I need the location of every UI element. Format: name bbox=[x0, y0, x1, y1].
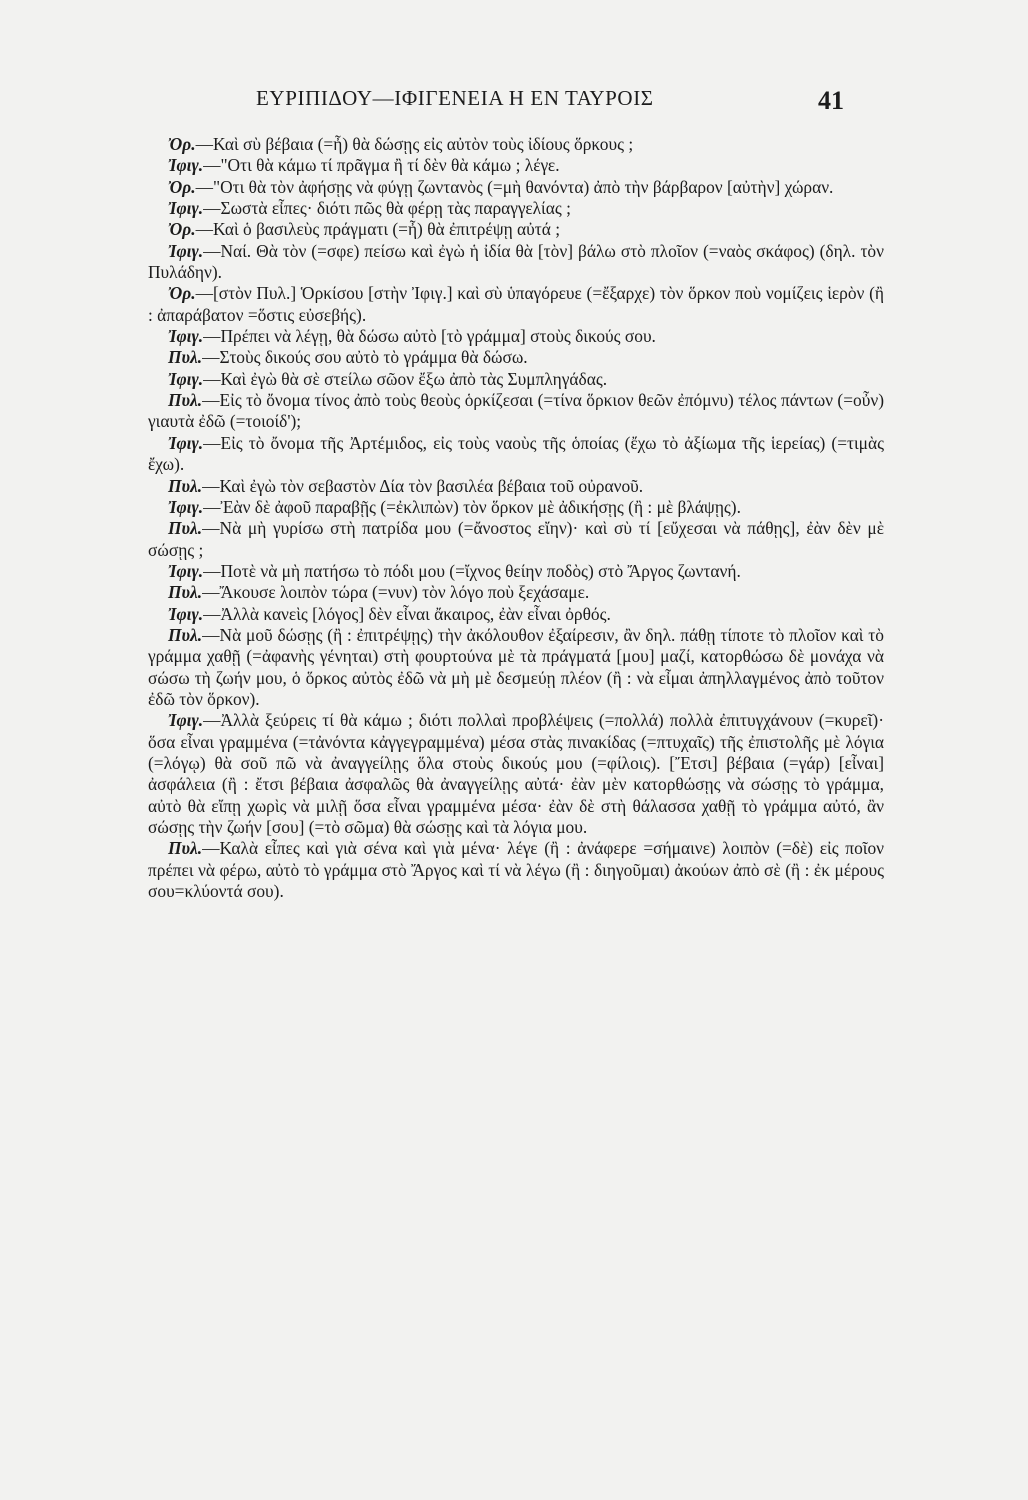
dialogue-line bbox=[148, 838, 884, 902]
line-text: —"Οτι θὰ τὸν ἀφήσῃς νὰ φύγῃ ζωντανὸς (=μὴ θανόντα) ἀπὸ τὴν βάρβαρον [αὐτὴν] χώραν. bbox=[195, 176, 834, 197]
dialogue-line bbox=[148, 177, 884, 198]
speaker-label: Πυλ. bbox=[168, 390, 203, 411]
line-text: —Ἀλλὰ ξεύρεις τί θὰ κάμω ; διότι πολλαὶ προβλέψεις (=πολλά) πολλὰ ἐπιτυγχάνουν (=κυρεῖ)· ὅσα εἶναι γραμμένα (=τἀνόντα κἀγγεγραμμένα) μέσα στὰς πινακίδας (=πτυχαῖς) τῆς ἐπιστολῆς μὲ λόγια (=λόγῳ) θὰ σοῦ πῶ νὰ ἀναγγείλῃς ὅλα στοὺς δικούς μου (=φίλοις). [Ἔτσι] βέβαια (=γάρ) [εἶναι] ἀσφάλεια (ἢ : ἔτσι βέβαια ἀσφαλῶς θὰ ἀναγγείλῃς αὐτά· ἐὰν μὲν κατορθώσῃς νὰ σώσῃς τὸ γράμμα, αὐτὸ θὰ εἴπῃ χωρὶς νὰ μιλῇ ὅσα εἶναι γραμμένα μέσα· ἐὰν δὲ στὴ θάλασσα χαθῇ τὸ γράμμα αὐτό, ἂν σώσῃς τὴν ζωήν [σου] (=τὸ σῶμα) θὰ σώσῃς καὶ τὰ λόγια μου. bbox=[148, 710, 884, 837]
speaker-label: Πυλ. bbox=[168, 582, 203, 603]
dialogue-line bbox=[148, 134, 884, 155]
dialogue-line bbox=[148, 561, 884, 582]
dialogue-line bbox=[148, 326, 884, 347]
dialogue-line bbox=[148, 241, 884, 284]
line-text: —Ἐὰν δὲ ἀφοῦ παραβῇς (=ἐκλιπὼν) τὸν ὅρκον μὲ ἀδικήσῃς (ἢ : μὲ βλάψῃς). bbox=[203, 496, 741, 517]
line-text: —Καὶ ὁ βασιλεὺς πράγματι (=ἦ) θὰ ἐπιτρέψῃ αὐτά ; bbox=[195, 219, 561, 240]
running-title: ΕΥΡΙΠΙΔΟΥ—ΙΦΙΓΕΝΕΙΑ Η ΕΝ ΤΑΥΡΟΙΣ bbox=[256, 86, 654, 110]
dialogue-line bbox=[148, 390, 884, 433]
dialogue-line bbox=[148, 497, 884, 518]
speaker-label: Ἰφιγ. bbox=[168, 326, 204, 347]
line-text: —Ναί. Θὰ τὸν (=σφε) πείσω καὶ ἐγὼ ἡ ἰδία θὰ [τὸν] βάλω στὸ πλοῖον (=ναὸς σκάφος) (δηλ. τὸν Πυλάδην). bbox=[148, 240, 884, 283]
dialogue-line bbox=[148, 710, 884, 838]
line-text: —Πρέπει νὰ λέγῃ, θὰ δώσω αὐτὸ [τὸ γράμμα] στοὺς δικούς σου. bbox=[203, 326, 656, 347]
page-number: 41 bbox=[818, 86, 844, 115]
line-text: —"Οτι θὰ κάμω τί πρᾶγμα ἢ τί δὲν θὰ κάμω ; λέγε. bbox=[203, 155, 560, 176]
line-text: —Εἰς τὸ ὄνομα τῆς Ἀρτέμιδος, εἰς τοὺς ναοὺς τῆς ὁποίας (ἔχω τὸ ἀξίωμα τῆς ἱερείας) (=τιμὰς ἔχω). bbox=[148, 432, 884, 475]
speaker-label: Ὀρ. bbox=[168, 219, 196, 240]
line-text: —Καὶ ἐγὼ τὸν σεβαστὸν Δία τὸν βασιλέα βέβαια τοῦ οὐρανοῦ. bbox=[202, 475, 644, 496]
line-text: —Ἀλλὰ κανεὶς [λόγος] δὲν εἶναι ἄκαιρος, ἐὰν εἶναι ὀρθός. bbox=[203, 603, 611, 624]
speaker-label: Ἰφιγ. bbox=[168, 240, 204, 261]
line-text: —Καλὰ εἶπες καὶ γιὰ σένα καὶ γιὰ μένα· λέγε (ἢ : ἀνάφερε =σήμαινε) λοιπὸν (=δὲ) εἰς ποῖον πρέπει νὰ φέρω, αὐτὸ τὸ γράμμα στὸ Ἄργος καὶ τί νὰ λέγω (ἢ : διηγοῦμαι) ἀκούων ἀπὸ σὲ (ἢ : ἐκ μέρους σου=κλύοντά σου). bbox=[148, 838, 884, 902]
line-text: —Καὶ ἐγὼ θὰ σὲ στείλω σῶον ἔξω ἀπὸ τὰς Συμπληγάδας. bbox=[203, 368, 608, 389]
speaker-label: Ὀρ. bbox=[168, 176, 196, 197]
dialogue-line bbox=[148, 155, 884, 176]
line-text: —Ποτὲ νὰ μὴ πατήσω τὸ πόδι μου (=ἴχνος θείην ποδὸς) στὸ Ἄργος ζωντανή. bbox=[203, 560, 741, 581]
dialogue-line bbox=[148, 476, 884, 497]
dialogue-line bbox=[148, 582, 884, 603]
dialogue-line bbox=[148, 198, 884, 219]
speaker-label: Ὀρ. bbox=[168, 283, 196, 304]
speaker-label: Πυλ. bbox=[168, 475, 203, 496]
dialogue-line bbox=[148, 283, 884, 326]
dialogue-line bbox=[148, 369, 884, 390]
speaker-label: Πυλ. bbox=[168, 347, 203, 368]
line-text: —Ἄκουσε λοιπὸν τώρα (=νυν) τὸν λόγο ποὺ ξεχάσαμε. bbox=[202, 582, 590, 603]
speaker-label: Ἰφιγ. bbox=[168, 710, 204, 731]
dialogue-line bbox=[148, 219, 884, 240]
dialogue-line bbox=[148, 433, 884, 476]
line-text: —Καὶ σὺ βέβαια (=ἦ) θὰ δώσῃς εἰς αὐτὸν τοὺς ἰδίους ὅρκους ; bbox=[195, 134, 634, 154]
speaker-label: Ἰφιγ. bbox=[168, 198, 204, 219]
speaker-label: Ἰφιγ. bbox=[168, 368, 204, 389]
speaker-label: Πυλ. bbox=[168, 624, 203, 645]
dialogue-line bbox=[148, 625, 884, 710]
speaker-label: Ὀρ. bbox=[168, 134, 196, 154]
line-text: —Στοὺς δικούς σου αὐτὸ τὸ γράμμα θὰ δώσω. bbox=[202, 347, 528, 368]
speaker-label: Ἰφιγ. bbox=[168, 155, 204, 176]
speaker-label: Πυλ. bbox=[168, 838, 203, 859]
line-text: —Νὰ μὴ γυρίσω στὴ πατρίδα μου (=ἄνοστος εἴην)· καὶ σὺ τί [εὔχεσαι νὰ πάθῃς], ἐὰν δὲν μὲ σώσῃς ; bbox=[148, 518, 884, 560]
speaker-label: Ἰφιγ. bbox=[168, 560, 204, 581]
line-text: —Νὰ μοῦ δώσῃς (ἢ : ἐπιτρέψῃς) τὴν ἀκόλουθον ἐξαίρεσιν, ἂν δηλ. πάθῃ τίποτε τὸ πλοῖον καὶ τὸ γράμμα χαθῇ (=ἀφανὴς γένηται) στὴ φουρτούνα μὲ τὰ πράγματά [μου] μαζί, κατορθώσω δὲ μονάχα νὰ σώσω τὴ ζωήν μου, ὁ ὅρκος αὐτὸς ἐδῶ νὰ μὴ μὲ δεσμεύῃ πλέον (ἢ : νὰ εἶμαι ἀπηλλαγμένος ἀπὸ τοῦτον ἐδῶ τὸν ὅρκον). bbox=[148, 624, 884, 709]
line-text: —[στὸν Πυλ.] Ὁρκίσου [στὴν Ἰφιγ.] καὶ σὺ ὑπαγόρευε (=ἔξαρχε) τὸν ὅρκον ποὺ νομίζεις ἱερὸν (ἢ : ἀπαράβατον =ὅστις εὐσεβής). bbox=[148, 283, 884, 325]
dialogue-line bbox=[148, 347, 884, 368]
speaker-label: Ἰφιγ. bbox=[168, 496, 204, 517]
dialogue-line bbox=[148, 604, 884, 625]
speaker-label: Πυλ. bbox=[168, 518, 203, 539]
speaker-label: Ἰφιγ. bbox=[168, 603, 204, 624]
page-body bbox=[148, 134, 884, 902]
line-text: —Σωστὰ εἶπες· διότι πῶς θὰ φέρῃ τὰς παραγγελίας ; bbox=[203, 198, 571, 219]
dialogue-line bbox=[148, 518, 884, 561]
speaker-label: Ἰφιγ. bbox=[168, 432, 204, 453]
line-text: —Εἰς τὸ ὄνομα τίνος ἀπὸ τοὺς θεοὺς ὁρκίζεσαι (=τίνα ὅρκιον θεῶν ἐπόμνυ) τέλος πάντων (=οὖν) γιαυτὰ ἐδῶ (=τοιοίδ'); bbox=[148, 390, 884, 432]
